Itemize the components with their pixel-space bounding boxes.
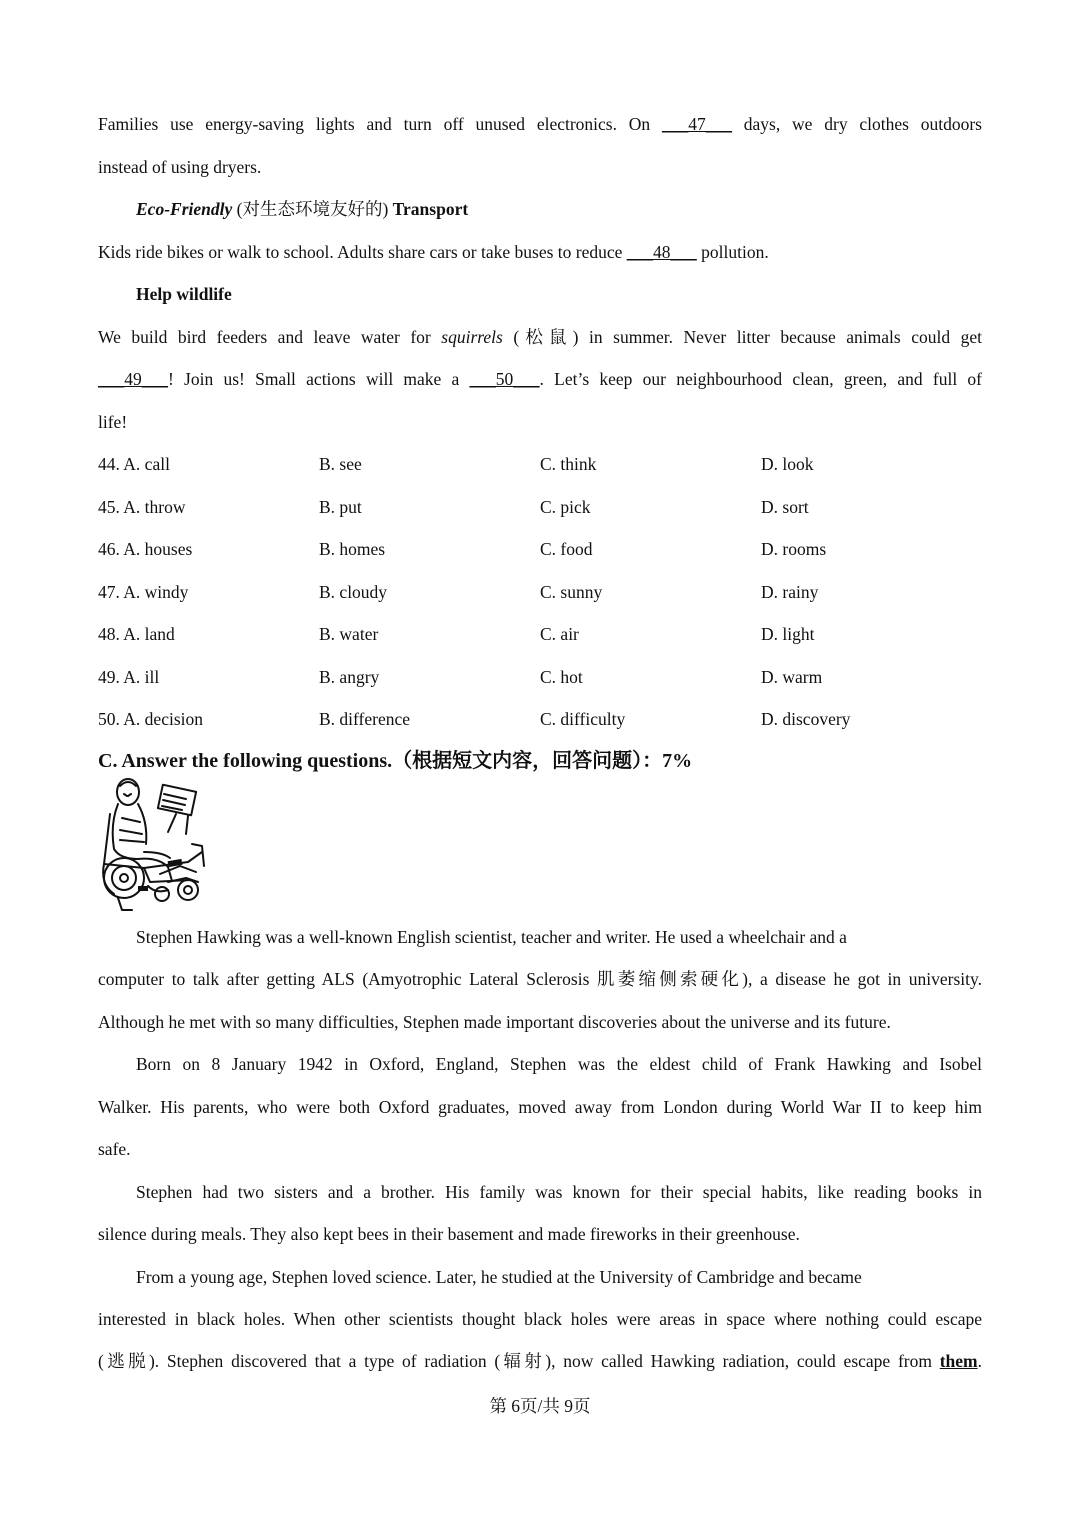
option-d: D. rainy <box>761 582 819 602</box>
passage-line: Walker. His parents, who were both Oxford graduates, moved away from London during World War II to keep him <box>98 1097 982 1117</box>
option-b: B. water <box>319 624 379 644</box>
blank-47: ___47___ <box>661 114 732 134</box>
paragraph-line: life! <box>98 412 128 432</box>
text: ! Join us! Small actions will make a <box>168 369 470 389</box>
passage-line: From a young age, Stephen loved science. Later, he studied at the University of Cambridge and became <box>136 1267 862 1287</box>
passage-line: Stephen Hawking was a well-known English scientist, teacher and writer. He used a wheelchair and a <box>136 927 847 947</box>
option-c: C. food <box>540 539 593 559</box>
passage-line: interested in black holes. When other scientists thought black holes were areas in space where nothing could escape <box>98 1309 982 1329</box>
option-b: B. difference <box>319 709 411 729</box>
text: Kids ride bikes or walk to school. Adults share cars or take buses to reduce <box>98 242 627 262</box>
page-number: 第 6页/共 9页 <box>489 1396 591 1416</box>
option-a: 50. A. decision <box>98 709 203 729</box>
text: . Let’s keep our neighbourhood clean, green, and full of <box>539 369 982 389</box>
option-a: 45. A. throw <box>98 497 186 517</box>
text: days, we dry clothes outdoors <box>731 114 982 134</box>
subheading-wildlife: Help wildlife <box>136 284 232 304</box>
subheading-end: Transport <box>392 199 469 219</box>
option-d: D. light <box>761 624 815 644</box>
option-a: 49. A. ill <box>98 667 160 687</box>
option-b: B. cloudy <box>319 582 388 602</box>
option-a: 46. A. houses <box>98 539 193 559</box>
wheelchair-illustration <box>98 774 212 914</box>
passage-line <box>98 1350 982 1372</box>
blank-50: ___50___ <box>469 369 540 389</box>
option-c: C. difficulty <box>540 709 626 729</box>
option-b: B. see <box>319 454 362 474</box>
option-c: C. hot <box>540 667 583 687</box>
paragraph-line <box>98 241 982 263</box>
option-a: 44. A. call <box>98 454 170 474</box>
text: (逃脱). Stephen discovered that a type of radiation (辐射), now called Hawking radiation, could escape from <box>98 1351 940 1371</box>
option-d: D. rooms <box>761 539 827 559</box>
passage-line: safe. <box>98 1139 131 1159</box>
paragraph-line <box>98 326 982 348</box>
option-c: C. air <box>540 624 579 644</box>
underlined-word-them: them <box>939 1351 978 1371</box>
option-d: D. look <box>761 454 814 474</box>
option-b: B. homes <box>319 539 386 559</box>
subheading-italic: Eco-Friendly <box>136 199 233 219</box>
text: (松鼠) in summer. Never litter because animals could get <box>502 327 983 347</box>
blank-48: ___48___ <box>626 242 697 262</box>
subheading-transport <box>136 198 982 220</box>
blank-49: ___49___ <box>98 369 168 389</box>
subheading-cn: (对生态环境友好的) <box>232 199 393 219</box>
option-b: B. put <box>319 497 362 517</box>
passage-line: computer to talk after getting ALS (Amyotrophic Lateral Sclerosis 肌萎缩侧索硬化), a disease he got in university. <box>98 969 982 989</box>
option-c: C. think <box>540 454 597 474</box>
italic-word: squirrels <box>441 327 503 347</box>
text: pollution. <box>696 242 769 262</box>
option-a: 47. A. windy <box>98 582 189 602</box>
option-c: C. pick <box>540 497 591 517</box>
text: We build bird feeders and leave water for <box>98 327 442 347</box>
option-d: D. warm <box>761 667 823 687</box>
passage-line: Stephen had two sisters and a brother. His family was known for their special habits, like reading books in <box>136 1182 982 1202</box>
text: Families use energy-saving lights and turn off unused electronics. On <box>98 114 662 134</box>
section-c-heading: C. Answer the following questions.（根据短文内容，回答问题）：7% <box>98 750 693 772</box>
option-d: D. sort <box>761 497 809 517</box>
option-a: 48. A. land <box>98 624 175 644</box>
passage-line: Born on 8 January 1942 in Oxford, England, Stephen was the eldest child of Frank Hawking and Isobel <box>136 1054 982 1074</box>
paragraph-line <box>98 368 982 390</box>
text: . <box>977 1351 982 1371</box>
option-d: D. discovery <box>761 709 851 729</box>
passage-line: silence during meals. They also kept bees in their basement and made fireworks in their greenhouse. <box>98 1224 800 1244</box>
paragraph-line <box>98 113 982 135</box>
passage-line: Although he met with so many difficulties, Stephen made important discoveries about the universe and its future. <box>98 1012 891 1032</box>
option-c: C. sunny <box>540 582 603 602</box>
option-b: B. angry <box>319 667 380 687</box>
paragraph-line: instead of using dryers. <box>98 157 262 177</box>
